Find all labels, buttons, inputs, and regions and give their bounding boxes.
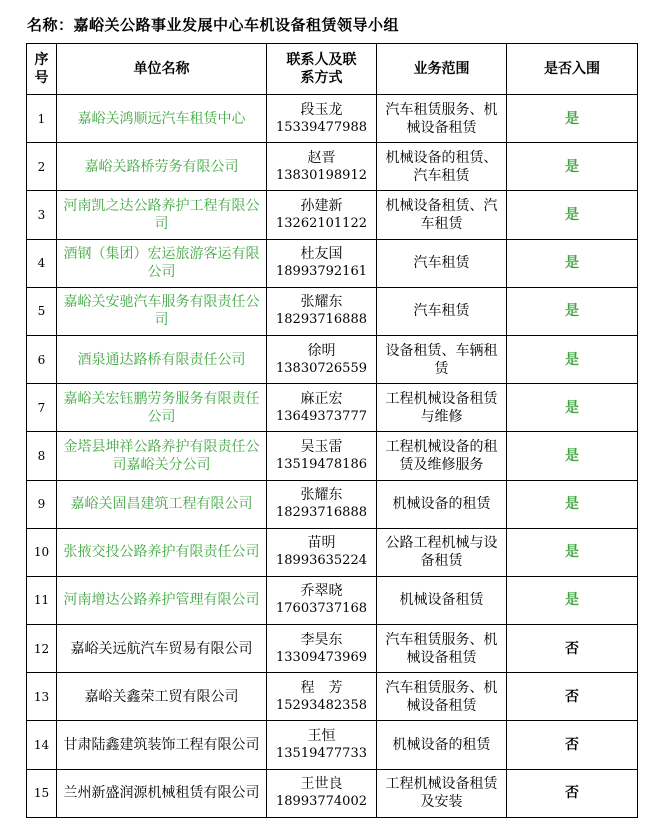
row-company-name: 嘉峪关鑫荣工贸有限公司 — [57, 673, 267, 721]
row-company-name: 兰州新盛润源机械租赁有限公司 — [57, 769, 267, 817]
row-result: 否 — [507, 673, 638, 721]
row-contact — [267, 384, 377, 432]
row-contact — [267, 528, 377, 576]
row-result: 否 — [507, 721, 638, 769]
contact-name: 乔翠晓 — [300, 583, 343, 600]
table-row — [27, 384, 638, 432]
contact-name: 王恒 — [307, 728, 336, 745]
row-company-name: 河南增达公路养护管理有限公司 — [57, 576, 267, 624]
row-contact — [267, 143, 377, 191]
row-result: 是 — [507, 480, 638, 528]
header-result: 是否入围 — [507, 44, 638, 95]
row-company-name: 甘肃陆鑫建筑装饰工程有限公司 — [57, 721, 267, 769]
row-contact — [267, 335, 377, 383]
row-index: 14 — [27, 721, 57, 769]
contact-name: 李昊东 — [300, 631, 343, 648]
header-company: 单位名称 — [57, 44, 267, 95]
row-result: 是 — [507, 191, 638, 239]
row-index: 1 — [27, 95, 57, 143]
row-index: 11 — [27, 576, 57, 624]
row-index: 6 — [27, 335, 57, 383]
contact-name: 吴玉雷 — [300, 438, 343, 455]
row-index: 5 — [27, 287, 57, 335]
table-row — [27, 432, 638, 480]
table-row — [27, 528, 638, 576]
row-scope: 汽车租赁服务、机械设备租赁 — [377, 625, 507, 673]
contact-name: 张耀东 — [300, 487, 343, 504]
contact-phone: 13649373777 — [276, 408, 367, 424]
contact-phone: 13830198912 — [276, 167, 367, 183]
row-index: 15 — [27, 769, 57, 817]
contact-name: 徐明 — [307, 342, 336, 359]
row-scope: 工程机械设备租赁及安装 — [377, 769, 507, 817]
row-result: 是 — [507, 528, 638, 576]
row-index: 8 — [27, 432, 57, 480]
contact-phone: 18993635224 — [276, 553, 367, 569]
row-contact — [267, 95, 377, 143]
table-row — [27, 239, 638, 287]
header-contact: 联系人及联系方式 — [267, 44, 377, 95]
row-scope: 工程机械设备的租赁及维修服务 — [377, 432, 507, 480]
row-scope: 机械设备的租赁 — [377, 480, 507, 528]
row-scope: 机械设备的租赁 — [377, 721, 507, 769]
table-row — [27, 480, 638, 528]
table-row — [27, 191, 638, 239]
header-scope: 业务范围 — [377, 44, 507, 95]
contact-name: 赵晋 — [307, 149, 336, 166]
row-company-name: 嘉峪关固昌建筑工程有限公司 — [57, 480, 267, 528]
contact-name: 孙建新 — [300, 197, 343, 214]
table-row — [27, 625, 638, 673]
contact-name: 程 芳 — [300, 679, 343, 696]
contact-phone: 18993792161 — [276, 264, 367, 280]
table-row — [27, 335, 638, 383]
contact-name: 王世良 — [300, 776, 343, 793]
row-contact — [267, 432, 377, 480]
contact-phone: 15293482358 — [276, 697, 367, 713]
row-company-name: 嘉峪关安驰汽车服务有限责任公司 — [57, 287, 267, 335]
row-company-name: 河南凯之达公路养护工程有限公司 — [57, 191, 267, 239]
contact-phone: 15339477988 — [276, 119, 367, 135]
table-row — [27, 721, 638, 769]
contact-phone: 18293716888 — [276, 505, 367, 521]
row-result: 是 — [507, 143, 638, 191]
row-scope: 机械设备的租赁、汽车租赁 — [377, 143, 507, 191]
row-contact — [267, 721, 377, 769]
row-contact — [267, 576, 377, 624]
row-company-name: 酒钢（集团）宏运旅游客运有限公司 — [57, 239, 267, 287]
row-company-name: 嘉峪关鸿顺远汽车租赁中心 — [57, 95, 267, 143]
contact-phone: 18993774002 — [276, 794, 367, 810]
contact-name: 张耀东 — [300, 294, 343, 311]
contact-phone: 13519478186 — [276, 456, 367, 472]
row-contact — [267, 239, 377, 287]
contact-name: 苗明 — [307, 535, 336, 552]
row-scope: 公路工程机械与设备租赁 — [377, 528, 507, 576]
document-title: 名称：嘉峪关公路事业发展中心车机设备租赁领导小组 — [27, 16, 400, 34]
row-contact — [267, 287, 377, 335]
contact-phone: 17603737168 — [276, 601, 367, 617]
contact-phone: 13262101122 — [276, 215, 367, 231]
row-contact — [267, 625, 377, 673]
row-index: 2 — [27, 143, 57, 191]
row-scope: 汽车租赁 — [377, 287, 507, 335]
row-index: 3 — [27, 191, 57, 239]
row-index: 13 — [27, 673, 57, 721]
row-result: 是 — [507, 287, 638, 335]
row-scope: 工程机械设备租赁与维修 — [377, 384, 507, 432]
row-contact — [267, 480, 377, 528]
contact-name: 段玉龙 — [300, 101, 343, 118]
row-company-name: 张掖交投公路养护有限责任公司 — [57, 528, 267, 576]
contact-phone: 13830726559 — [276, 360, 367, 376]
row-scope: 汽车租赁服务、机械设备租赁 — [377, 95, 507, 143]
table-row — [27, 95, 638, 143]
row-scope: 设备租赁、车辆租赁 — [377, 335, 507, 383]
row-result: 是 — [507, 432, 638, 480]
table-header-row — [27, 44, 638, 95]
row-result: 是 — [507, 239, 638, 287]
row-index: 9 — [27, 480, 57, 528]
row-scope: 机械设备租赁 — [377, 576, 507, 624]
contact-phone: 13519477733 — [276, 746, 367, 762]
table-row — [27, 287, 638, 335]
contact-phone: 18293716888 — [276, 312, 367, 328]
row-result: 是 — [507, 576, 638, 624]
table-row — [27, 143, 638, 191]
table-row — [27, 576, 638, 624]
row-company-name: 嘉峪关路桥劳务有限公司 — [57, 143, 267, 191]
contact-phone: 13309473969 — [276, 649, 367, 665]
row-result: 是 — [507, 384, 638, 432]
row-scope: 汽车租赁服务、机械设备租赁 — [377, 673, 507, 721]
row-index: 10 — [27, 528, 57, 576]
row-index: 7 — [27, 384, 57, 432]
row-contact — [267, 191, 377, 239]
row-scope: 汽车租赁 — [377, 239, 507, 287]
row-company-name: 酒泉通达路桥有限责任公司 — [57, 335, 267, 383]
row-company-name: 金塔县坤祥公路养护有限责任公司嘉峪关分公司 — [57, 432, 267, 480]
contact-name: 杜友国 — [300, 246, 343, 263]
row-result: 否 — [507, 625, 638, 673]
contact-name: 麻正宏 — [300, 390, 343, 407]
vendor-table — [26, 43, 638, 818]
row-contact — [267, 673, 377, 721]
table-row — [27, 769, 638, 817]
row-scope: 机械设备租赁、汽车租赁 — [377, 191, 507, 239]
table-row — [27, 673, 638, 721]
row-result: 否 — [507, 769, 638, 817]
row-index: 4 — [27, 239, 57, 287]
row-result: 是 — [507, 95, 638, 143]
row-company-name: 嘉峪关远航汽车贸易有限公司 — [57, 625, 267, 673]
row-result: 是 — [507, 335, 638, 383]
row-company-name: 嘉峪关宏钰鹏劳务服务有限责任公司 — [57, 384, 267, 432]
header-index: 序号 — [27, 44, 57, 95]
row-index: 12 — [27, 625, 57, 673]
row-contact — [267, 769, 377, 817]
